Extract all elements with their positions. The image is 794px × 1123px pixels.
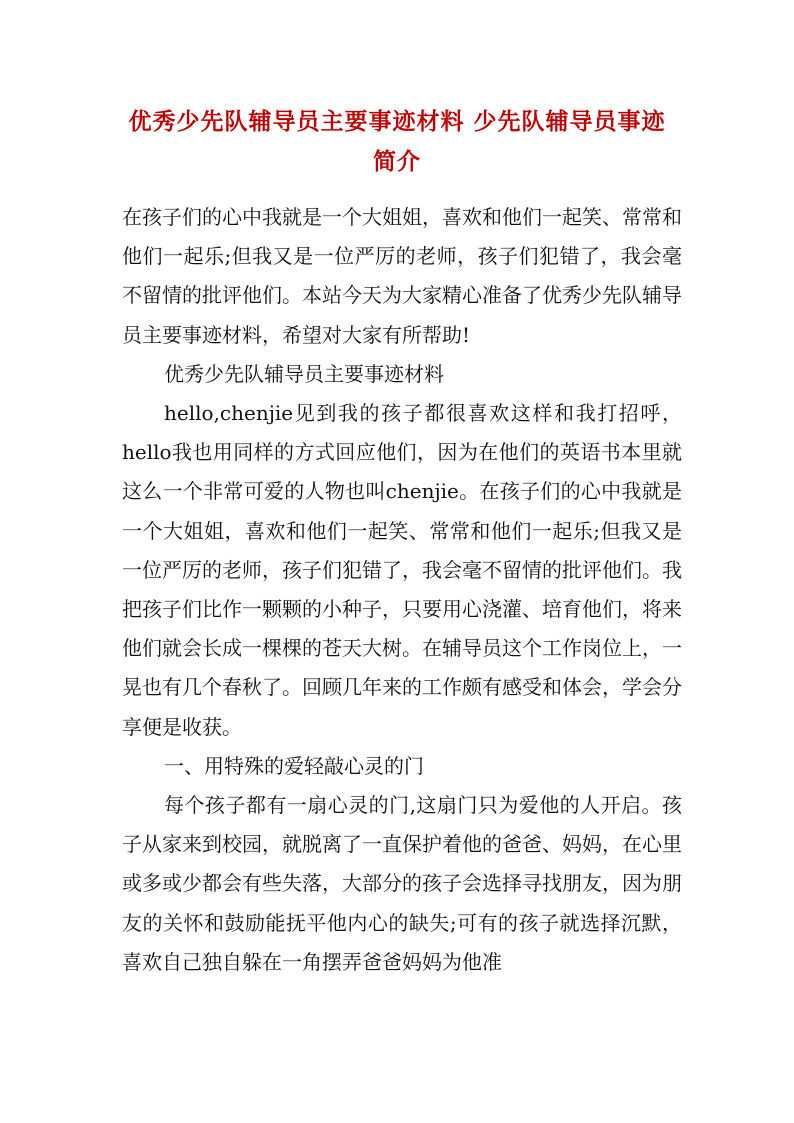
body-paragraph: 每个孩子都有一扇心灵的门,这扇门只为爱他的人开启。孩子从家来到校园，就脱离了一直保护着他的爸爸、妈妈，在心里或多或少都会有些失落，大部分的孩子会选择寻找朋友，因为朋友的关怀和鼓励能抚平他内心的缺失;可有的孩子就选择沉默，喜欢自己独自躲在一角摆弄爸爸妈妈为他准 [122, 793, 682, 974]
title-line-1: 优秀少先队辅导员主要事迹材料 少先队辅导员事迹 [128, 108, 666, 135]
body-paragraph: hello,chenjie见到我的孩子都很喜欢这样和我打招呼，hello我也用同样的方式回应他们，因为在他们的英语书本里就这么一个非常可爱的人物也叫chenjie。在孩子们的心中我就是一个大姐姐，喜欢和他们一起笑、常常和他们一起乐;但我又是一位严厉的老师，孩子们犯错了，我会毫不留情的批评他们。我把孩子们比作一颗颗的小种子，只要用心浇灌、培育他们，将来他们就会长成一棵棵的苍天大树。在辅导员这个工作岗位上，一晃也有几个春秋了。回顾几年来的工作颇有感受和体会，学会分享便是收获。 [122, 401, 682, 739]
subsection-heading: 一、用特殊的爱轻敲心灵的门 [164, 753, 424, 778]
document-body [122, 198, 682, 982]
intro-paragraph: 在孩子们的心中我就是一个大姐姐，喜欢和他们一起笑、常常和他们一起乐;但我又是一位严厉的老师，孩子们犯错了，我会毫不留情的批评他们。本站今天为大家精心准备了优秀少先队辅导员主要事迹材料，希望对大家有所帮助! [122, 205, 682, 347]
section-heading: 优秀少先队辅导员主要事迹材料 [164, 361, 444, 386]
title-line-2: 简介 [373, 148, 421, 175]
document-title [110, 102, 684, 182]
